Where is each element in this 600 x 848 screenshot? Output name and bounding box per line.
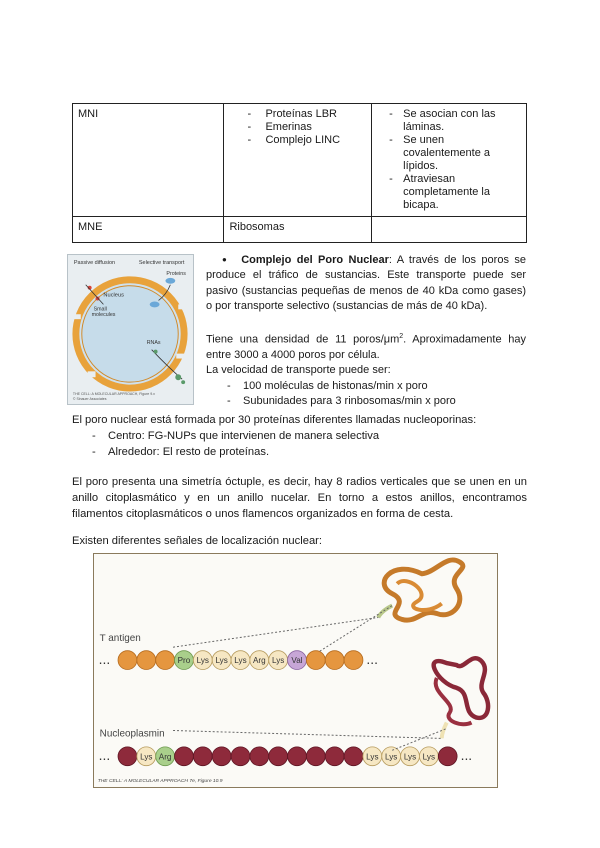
amino-acid-label: Lys	[215, 656, 228, 666]
amino-acid-label: Lys	[196, 656, 209, 666]
density-text-rest: . Aproximadamente hay entre 3000 a 4000 poros por célula.	[206, 333, 526, 362]
membrane-proteins-table	[72, 103, 527, 243]
table-cell-empty	[372, 217, 527, 243]
figure1-caption-line1: THE CELL: A MOLECULAR APPROACH, Figure 9.x	[72, 391, 155, 396]
transport-speed-list	[206, 379, 526, 410]
list-item: - Subunidades para 3 rinbosomas/min x poro	[206, 394, 526, 409]
chain-ellipsis: ...	[460, 747, 473, 764]
small-label: Small	[93, 306, 107, 313]
list-item: - Se unen covalentemente a lípidos.	[377, 134, 521, 173]
rnas-label: RNAs	[146, 339, 161, 346]
table-row	[73, 217, 527, 243]
bullet-icon	[222, 254, 241, 266]
amino-acid-label: Lys	[140, 752, 153, 762]
chain-bead	[325, 651, 344, 670]
table-cell-mni-proteins	[224, 104, 372, 217]
amino-acid-label: Lys	[271, 656, 285, 666]
chain-bead	[118, 651, 137, 670]
chain-bead	[306, 651, 325, 670]
pore-complex-paragraph	[206, 253, 526, 314]
density-text: Tiene una densidad de 11 poros/μm	[206, 333, 400, 346]
chain-bead	[193, 747, 212, 766]
pore-density-paragraph	[206, 329, 526, 363]
figure2-caption: THE CELL: A MOLECULAR APPROACH 7e, Figure 10.9	[97, 779, 223, 785]
passive-diffusion-label: Passive diffusion	[73, 260, 116, 267]
nuclear-pore-transport-figure	[67, 254, 194, 405]
transport-speed-heading: La velocidad de transporte puede ser:	[206, 364, 391, 377]
proteins-label: Proteins	[166, 270, 186, 277]
nucleoporins-list	[72, 428, 527, 460]
t-antigen-label: T antigen	[99, 633, 141, 645]
chain-bead	[288, 747, 307, 766]
nucleoplasmin-chain	[99, 747, 472, 766]
chain-bead	[438, 747, 457, 766]
nucleus-label: Nucleus	[103, 292, 124, 299]
chain-bead	[269, 747, 288, 766]
nucleoporins-paragraph	[72, 412, 527, 460]
amino-acid-label: Lys	[385, 752, 398, 762]
amino-acid-label: Val	[291, 656, 303, 666]
amino-acid-label: Arg	[252, 656, 266, 666]
table-cell-mne: MNE	[73, 217, 224, 243]
chain-bead	[231, 747, 250, 766]
density-superscript: 2	[399, 333, 404, 341]
list-item: - 100 moléculas de histonas/min x poro	[206, 379, 526, 394]
t-antigen-chain	[99, 651, 378, 670]
chain-bead	[118, 747, 137, 766]
list-item: - Complejo LINC	[229, 134, 366, 147]
chain-bead	[250, 747, 269, 766]
amino-acid-label: Lys	[366, 752, 379, 762]
amino-acid-label: Lys	[403, 752, 417, 762]
nucleoplasmin-protein-icon	[434, 658, 488, 718]
list-item: - Se asocian con las láminas.	[377, 108, 521, 134]
chain-bead	[344, 747, 363, 766]
table-row	[73, 104, 527, 217]
amino-acid-label: Arg	[158, 752, 172, 762]
pore-complex-section	[206, 253, 526, 409]
pore-complex-title: Complejo del Poro Nuclear	[241, 254, 389, 266]
table-cell-mne-content: Ribosomas	[224, 217, 372, 243]
list-item: - Proteínas LBR	[229, 108, 366, 121]
nuclear-localization-signals-figure	[93, 553, 498, 788]
chain-bead	[175, 747, 194, 766]
list-item: - Centro: FG-NUPs que intervienen de manera selectiva	[72, 428, 527, 444]
pore-symmetry-paragraph: El poro presenta una simetría óctuple, es decir, hay 8 radios verticales que se unen en un anillo citoplasmático y en un anillo nucelar. En torno a estos anillos, encontramos filamentos citoplasmáticos o unos flamencos organizados en forma de cesta.	[72, 476, 527, 520]
nls-diagram	[94, 554, 497, 787]
amino-acid-label: Lys	[234, 656, 247, 666]
list-item: - Emerinas	[229, 121, 366, 134]
chain-bead	[306, 747, 325, 766]
chain-ellipsis: ...	[98, 747, 111, 764]
localization-signals-heading: Existen diferentes señales de localización nuclear:	[72, 535, 322, 547]
nucleoporins-text: El poro nuclear está formada por 30 proteínas diferentes llamadas nucleoporinas:	[72, 414, 477, 426]
chain-bead	[212, 747, 231, 766]
figure1-caption-line2: © Sinauer Associates	[72, 396, 107, 401]
chain-ellipsis: ...	[98, 651, 111, 668]
chain-bead	[344, 651, 363, 670]
nuclear-pore-diagram	[68, 255, 193, 404]
list-item: - Atraviesan completamente la bicapa.	[377, 173, 521, 212]
chain-bead	[156, 651, 175, 670]
chain-bead	[325, 747, 344, 766]
table-cell-mni: MNI	[73, 104, 224, 217]
chain-ellipsis: ...	[366, 651, 378, 668]
selective-transport-label: Selective transport	[138, 260, 185, 267]
table-cell-mni-notes	[372, 104, 527, 217]
amino-acid-label: Pro	[177, 656, 191, 666]
list-item: - Alrededor: El resto de proteínas.	[72, 444, 527, 460]
pore-complex-description: : A través de los poros se produce el tráfico de sustancias. Este transporte puede ser pasivo (sustancias pequeñas de menos de 40 kDa como gases) o por transporte selectivo (sustancias de más de 40 kDa).	[206, 254, 526, 312]
nucleoplasmin-label: Nucleoplasmin	[99, 728, 165, 740]
chain-bead	[137, 651, 156, 670]
amino-acid-label: Lys	[422, 752, 436, 762]
molecules-label: molecules	[91, 312, 116, 319]
